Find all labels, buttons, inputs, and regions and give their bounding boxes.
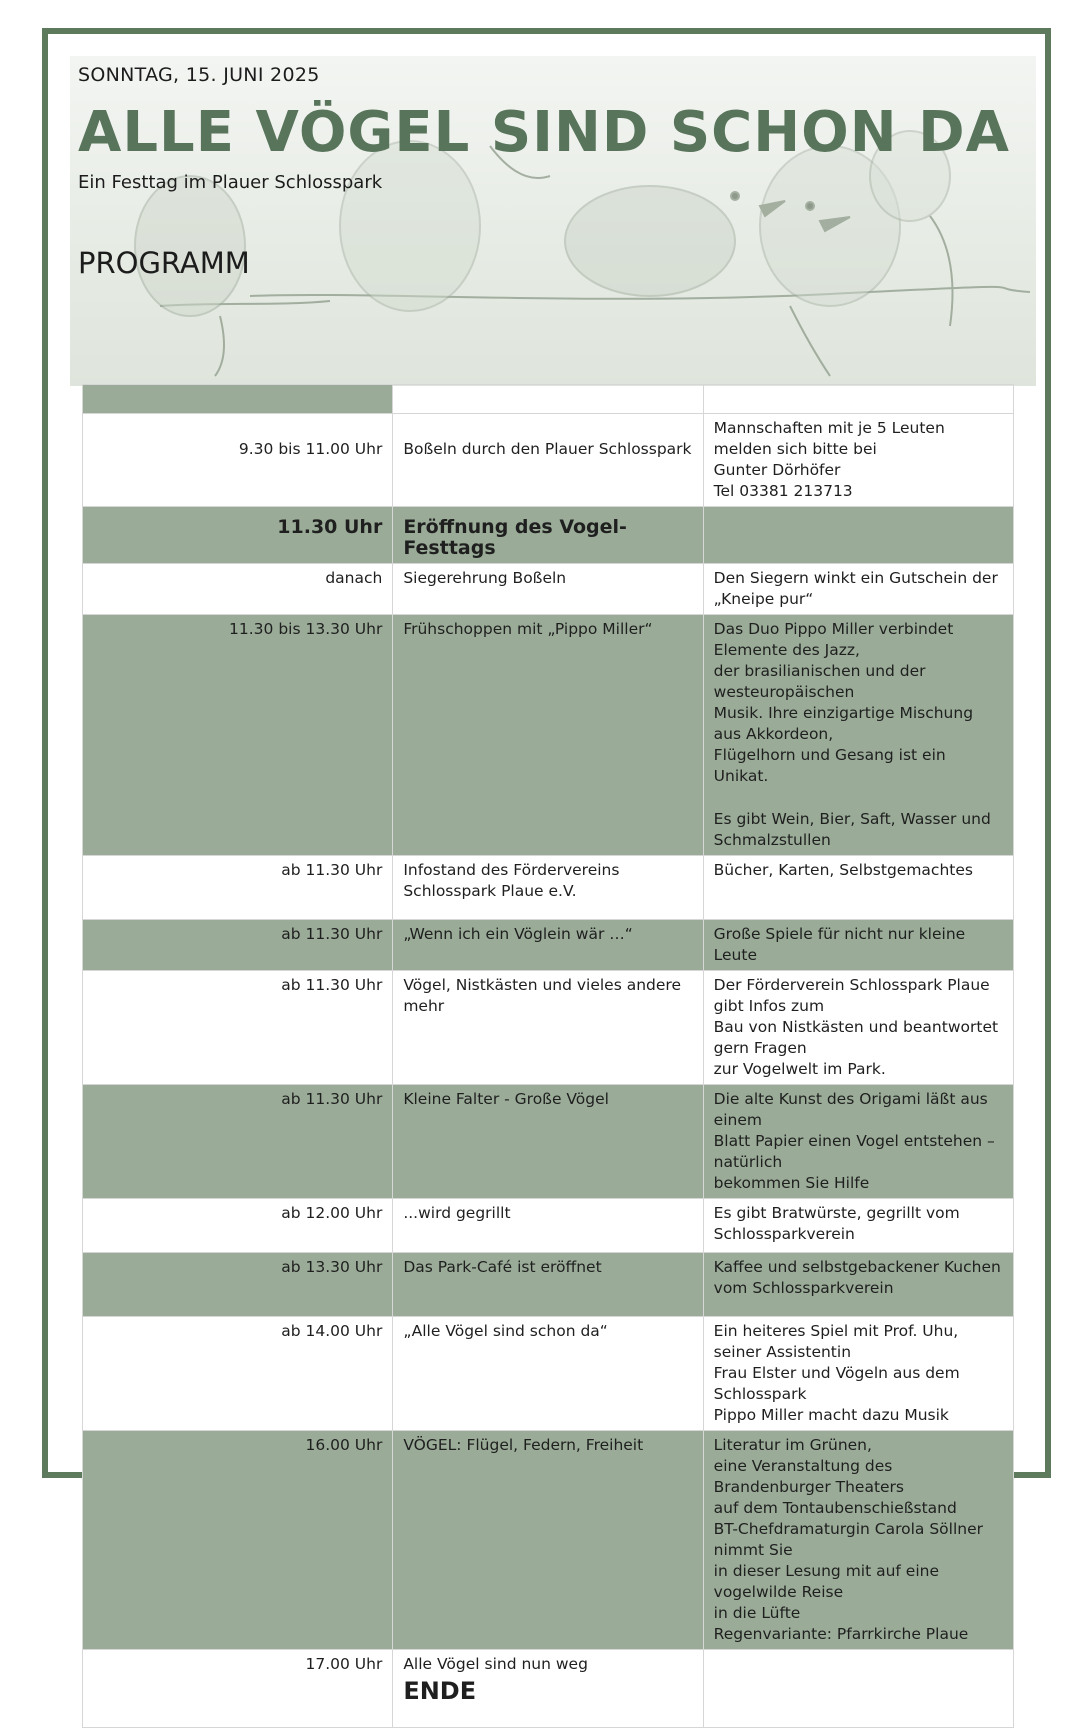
details-cell [703,414,1013,507]
event-date: SONNTAG, 15. JUNI 2025 [78,64,320,86]
program-heading: PROGRAMM [78,246,250,280]
detail-line: Es gibt Bratwürste, gegrillt vom Schlossparkverein [713,1204,960,1243]
event-cell: „Alle Vögel sind schon da“ [393,1317,703,1431]
detail-line: Das Duo Pippo Miller verbindet Elemente des Jazz, [713,620,954,659]
detail-line: Die alte Kunst des Origami läßt aus einem [713,1090,988,1129]
event-cell: Boßeln durch den Plauer Schlosspark [393,414,703,507]
table-row [83,856,1014,920]
detail-line: Regenvariante: Pfarrkirche Plaue [713,1625,969,1643]
event-cell [393,1650,703,1728]
detail-line: Tel 03381 213713 [713,482,853,500]
detail-line: in dieser Lesung mit auf eine vogelwilde Reise [713,1562,940,1601]
time-cell: 11.30 bis 13.30 Uhr [83,615,393,856]
detail-line: der brasilianischen und der westeuropäischen [713,662,926,701]
details-cell [703,564,1013,615]
details-cell [703,920,1013,971]
details-cell [703,1650,1013,1728]
event-cell: Frühschoppen mit „Pippo Miller“ [393,615,703,856]
header-cell [393,385,703,414]
detail-line: Mannschaften mit je 5 Leuten melden sich bitte bei [713,419,945,458]
table-row [83,1199,1014,1253]
detail-line: in die Lüfte [713,1604,801,1622]
detail-line: auf dem Tontaubenschießstand [713,1499,957,1517]
details-cell [703,615,1013,856]
details-cell [703,1431,1013,1650]
event-cell: VÖGEL: Flügel, Federn, Freiheit [393,1431,703,1650]
detail-line: bekommen Sie Hilfe [713,1174,870,1192]
time-cell: 17.00 Uhr [83,1650,393,1728]
header-cell [83,385,393,414]
table-row [83,971,1014,1085]
event-cell: Das Park-Café ist eröffnet [393,1253,703,1317]
event-cell: Infostand des Fördervereins Schlosspark Plaue e.V. [393,856,703,920]
event-cell: ...wird gegrillt [393,1199,703,1253]
page-subtitle: Ein Festtag im Plauer Schlosspark [78,172,383,193]
table-row [83,1650,1014,1728]
detail-line: Den Siegern winkt ein Gutschein der „Kneipe pur“ [713,569,998,608]
time-cell: 9.30 bis 11.00 Uhr [83,414,393,507]
detail-line: Ein heiteres Spiel mit Prof. Uhu, seiner Assistentin [713,1322,959,1361]
event-cell: Eröffnung des Vogel-Festtags [393,507,703,564]
time-cell: ab 12.00 Uhr [83,1199,393,1253]
detail-line: Große Spiele für nicht nur kleine Leute [713,925,966,964]
detail-line: Musik. Ihre einzigartige Mischung aus Akkordeon, [713,704,974,743]
detail-line: eine Veranstaltung des Brandenburger Theaters [713,1457,905,1496]
table-row [83,1317,1014,1431]
details-cell [703,1253,1013,1317]
event-cell: Vögel, Nistkästen und vieles andere mehr [393,971,703,1085]
table-header-row [83,385,1014,414]
detail-line: Bücher, Karten, Selbstgemachtes [713,861,973,879]
end-label: ENDE [403,1677,477,1705]
table-row [83,414,1014,507]
detail-line: BT-Chefdramaturgin Carola Söllner nimmt Sie [713,1520,984,1559]
table-row [83,1253,1014,1317]
detail-line: Blatt Papier einen Vogel entstehen – natürlich [713,1132,995,1171]
time-cell: ab 13.30 Uhr [83,1253,393,1317]
detail-line: Frau Elster und Vögeln aus dem Schlosspark [713,1364,960,1403]
header-cell [703,385,1013,414]
details-cell [703,507,1013,564]
detail-line: Flügelhorn und Gesang ist ein Unikat. [713,746,946,785]
table-row [83,564,1014,615]
details-cell [703,1085,1013,1199]
event-cell: „Wenn ich ein Vöglein wär …“ [393,920,703,971]
details-cell [703,856,1013,920]
details-cell [703,1199,1013,1253]
detail-line: Literatur im Grünen, [713,1436,872,1454]
time-cell: ab 11.30 Uhr [83,920,393,971]
table-row [83,615,1014,856]
table-row [83,1431,1014,1650]
time-cell: ab 11.30 Uhr [83,971,393,1085]
detail-line: Bau von Nistkästen und beantwortet gern Fragen [713,1018,999,1057]
program-table [82,384,1014,1728]
time-cell: danach [83,564,393,615]
detail-line: vom Schlossparkverein [713,1279,894,1297]
detail-line: Pippo Miller macht dazu Musik [713,1406,949,1424]
detail-line: Es gibt Wein, Bier, Saft, Wasser und Schmalzstullen [713,810,991,849]
table-row [83,507,1014,564]
event-label: Alle Vögel sind nun weg [403,1655,588,1673]
table-row [83,1085,1014,1199]
detail-line: Kaffee und selbstgebackener Kuchen [713,1258,1001,1276]
details-cell [703,1317,1013,1431]
detail-line: Gunter Dörhöfer [713,461,841,479]
page-title: ALLE VÖGEL SIND SCHON DA [78,100,1010,165]
time-cell: ab 11.30 Uhr [83,856,393,920]
event-cell: Kleine Falter - Große Vögel [393,1085,703,1199]
event-cell: Siegerehrung Boßeln [393,564,703,615]
time-cell: ab 11.30 Uhr [83,1085,393,1199]
time-cell: ab 14.00 Uhr [83,1317,393,1431]
time-cell: 16.00 Uhr [83,1431,393,1650]
table-row [83,920,1014,971]
detail-line: Der Förderverein Schlosspark Plaue gibt Infos zum [713,976,990,1015]
time-cell: 11.30 Uhr [83,507,393,564]
details-cell [703,971,1013,1085]
detail-line: zur Vogelwelt im Park. [713,1060,886,1078]
